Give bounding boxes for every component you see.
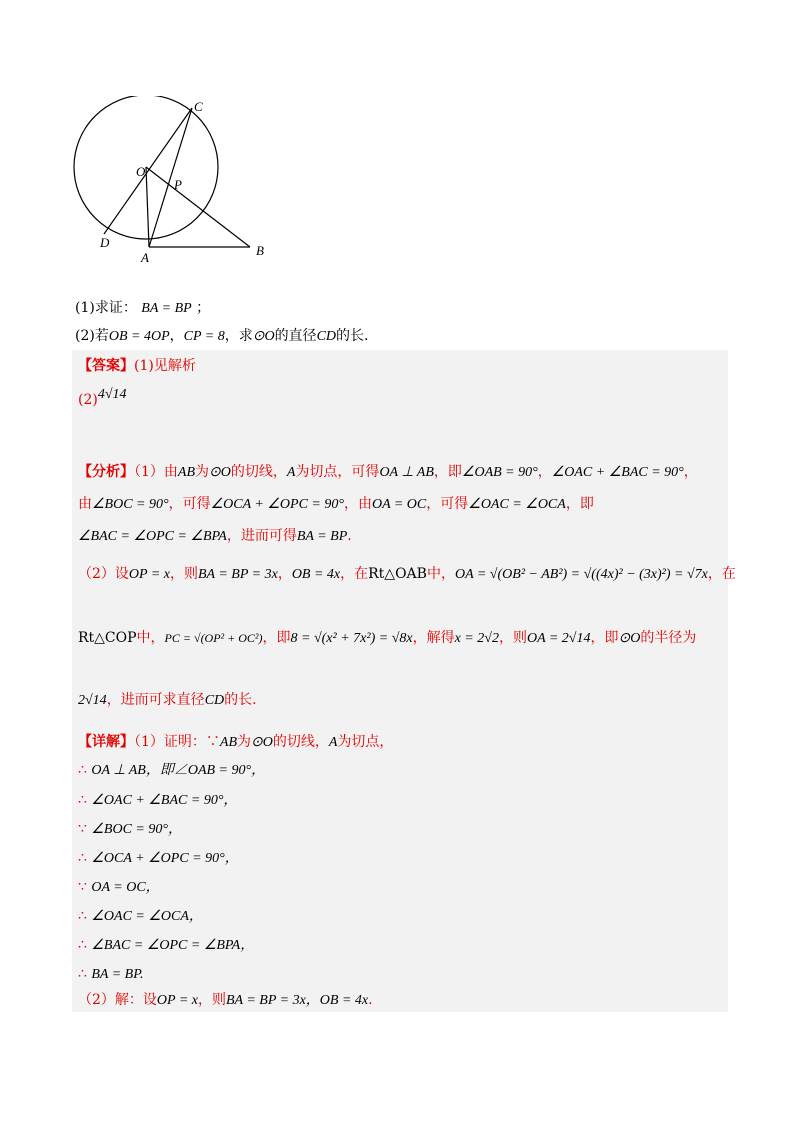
detail-tag: 【详解】 <box>78 734 134 750</box>
label-o: O <box>136 164 146 179</box>
detail-text: （1）证明：∵ <box>134 734 220 750</box>
analysis-line-2 <box>78 494 594 515</box>
analysis-formula: PC = √(OP² + OC²) <box>164 631 263 645</box>
analysis-text: ， <box>277 566 292 582</box>
detail-step <box>78 819 182 840</box>
analysis-formula: AB <box>177 465 196 480</box>
detail-text: 为切点， <box>337 734 394 750</box>
detail-step-text: ∠BOC = 90°， <box>91 822 182 837</box>
analysis-text: ，解得 <box>412 630 455 646</box>
analysis-formula: 2√14 <box>78 693 107 708</box>
analysis-formula: ∠OCA + ∠OPC = 90° <box>210 497 344 512</box>
analysis-text: 的切线， <box>230 464 287 480</box>
detail-formula: OP = x <box>156 993 198 1008</box>
label-d: D <box>100 235 110 250</box>
analysis-text: ， <box>683 464 698 480</box>
answer-block <box>72 350 736 1012</box>
analysis-text: ，则 <box>170 566 198 582</box>
detail-text: ，则 <box>198 992 226 1008</box>
detail-step <box>78 935 254 956</box>
label-c: C <box>194 99 203 114</box>
q1-suffix: ； <box>196 300 211 316</box>
q2-mid: ，求 <box>224 328 253 344</box>
q2-formula-2: CP = 8 <box>183 329 225 344</box>
answer-part-2-prefix: (2) <box>78 392 98 408</box>
question-1 <box>75 298 210 319</box>
analysis-formula: OA = √(OB² − AB²) = √((4x)² − (3x)²) = √7x <box>454 567 708 582</box>
q2-formula-3: CD <box>316 329 337 344</box>
detail-step-symbol: ∴ <box>78 792 87 808</box>
answer-line-2 <box>78 387 127 411</box>
analysis-text: ，即 <box>565 496 594 512</box>
analysis-formula: BA = BP = 3x <box>198 567 278 582</box>
label-a: A <box>141 250 149 265</box>
analysis-text: ，即 <box>433 464 462 480</box>
analysis-text: 中， <box>136 630 165 646</box>
detail-step-symbol: ∴ <box>78 937 87 953</box>
q2-circle: ⊙O <box>252 329 275 344</box>
detail-step-text: ∠BAC = ∠OPC = ∠BPA， <box>91 938 255 953</box>
detail-text: . <box>368 992 373 1008</box>
analysis-formula: x = 2√2 <box>454 631 499 646</box>
analysis-text: ，可得 <box>426 496 469 512</box>
analysis-text: ， <box>537 464 552 480</box>
detail-step-text: ∠OAC = ∠OCA， <box>91 909 203 924</box>
analysis-text: . <box>347 528 352 544</box>
detail-text: 为 <box>237 734 252 750</box>
analysis-formula: A <box>286 465 296 480</box>
analysis-formula: ⊙O <box>209 465 231 480</box>
q2-mid-2: 的直径 <box>274 328 317 344</box>
analysis-text: 的半径为 <box>640 630 697 646</box>
analysis-formula: ∠BOC = 90° <box>92 497 169 512</box>
answer-tag: 【答案】 <box>78 358 134 374</box>
detail-step-symbol: ∴ <box>78 762 87 778</box>
detail-step <box>78 848 239 869</box>
analysis-formula: Rt△OAB <box>368 566 427 582</box>
analysis-text: ，在 <box>707 566 736 582</box>
analysis-formula: OA = 2√14 <box>526 631 591 646</box>
analysis-text: 由 <box>78 496 92 512</box>
answer-part-2-value: 4√14 <box>97 387 127 402</box>
detail-step-symbol: ∴ <box>78 850 87 866</box>
analysis-tag: 【分析】 <box>78 464 134 480</box>
detail-formula: ⊙O <box>251 735 273 750</box>
detail-formula: A <box>328 735 338 750</box>
detail-text: 的切线， <box>272 734 329 750</box>
detail-part-2 <box>78 990 373 1011</box>
analysis-text: （2）设 <box>78 566 129 582</box>
analysis-text: ，进而可求直径 <box>106 692 205 708</box>
detail-step <box>78 906 203 927</box>
analysis-line-4 <box>78 564 736 585</box>
question-2 <box>75 326 368 347</box>
q2-sep: ， <box>169 328 184 344</box>
analysis-text: （1）由 <box>134 464 178 480</box>
detail-step-text: OA = OC， <box>91 880 160 895</box>
analysis-formula: ∠BAC = ∠OPC = ∠BPA <box>78 529 227 544</box>
detail-step-symbol: ∵ <box>78 821 87 837</box>
analysis-formula: OB = 4x <box>291 567 341 582</box>
analysis-text: ，在 <box>340 566 369 582</box>
analysis-text: ，即 <box>590 630 619 646</box>
q1-formula: BA = BP <box>141 301 192 316</box>
detail-line-1 <box>78 732 393 753</box>
analysis-formula: 8 = √(x² + 7x²) = √8x <box>290 631 413 646</box>
analysis-text: 为切点，可得 <box>295 464 380 480</box>
analysis-formula: OA ⊥ AB <box>379 465 434 480</box>
detail-step-text: BA = BP. <box>91 967 144 982</box>
detail-formula: BA = BP = 3x，OB = 4x <box>226 993 369 1008</box>
analysis-formula: ∠OAB = 90° <box>461 465 538 480</box>
analysis-formula: BA = BP <box>296 529 348 544</box>
circle-diagram <box>68 96 288 266</box>
segment-oa <box>146 167 149 247</box>
detail-step <box>78 877 160 898</box>
analysis-text: 为 <box>195 464 210 480</box>
detail-text: （2）解：设 <box>78 992 157 1008</box>
geometry-figure <box>68 96 288 266</box>
detail-step <box>78 790 237 811</box>
analysis-formula: OA = OC <box>371 497 427 512</box>
analysis-line-1 <box>78 462 698 483</box>
analysis-line-6 <box>78 690 257 711</box>
analysis-formula: Rt△COP <box>78 630 137 646</box>
detail-formula: AB <box>219 735 238 750</box>
answer-part-1: (1)见解析 <box>134 358 196 374</box>
label-p: P <box>174 177 182 192</box>
q1-prefix: (1)求证： <box>75 300 137 316</box>
segment-ca <box>149 108 192 247</box>
analysis-text: 的长. <box>224 692 257 708</box>
analysis-formula: ∠OAC + ∠BAC = 90° <box>551 465 684 480</box>
detail-step-symbol: ∵ <box>78 879 87 895</box>
analysis-text: 中， <box>426 566 455 582</box>
q2-prefix: (2)若 <box>75 328 109 344</box>
label-b: B <box>256 243 264 258</box>
analysis-text: ，进而可得 <box>226 528 297 544</box>
detail-step-symbol: ∴ <box>78 966 87 982</box>
analysis-formula: ⊙O <box>618 631 641 646</box>
answer-line-1 <box>78 356 196 376</box>
analysis-text: ，即 <box>262 630 291 646</box>
detail-step-text: OA ⊥ AB，即∠OAB = 90°， <box>91 763 266 778</box>
analysis-line-5 <box>78 628 696 649</box>
analysis-formula: CD <box>204 693 225 708</box>
analysis-text: ，可得 <box>168 496 211 512</box>
detail-step-symbol: ∴ <box>78 908 87 924</box>
q2-suffix: 的长. <box>336 328 369 344</box>
analysis-formula: ∠OAC = ∠OCA <box>468 497 566 512</box>
detail-step <box>78 760 265 781</box>
detail-step-text: ∠OCA + ∠OPC = 90°， <box>91 851 239 866</box>
analysis-text: ，由 <box>343 496 372 512</box>
analysis-line-3 <box>78 526 352 547</box>
analysis-text: ，则 <box>498 630 527 646</box>
q2-formula-1: OB = 4OP <box>108 329 170 344</box>
detail-step-text: ∠OAC + ∠BAC = 90°， <box>91 793 238 808</box>
analysis-formula: OP = x <box>128 567 170 582</box>
detail-step <box>78 964 143 985</box>
